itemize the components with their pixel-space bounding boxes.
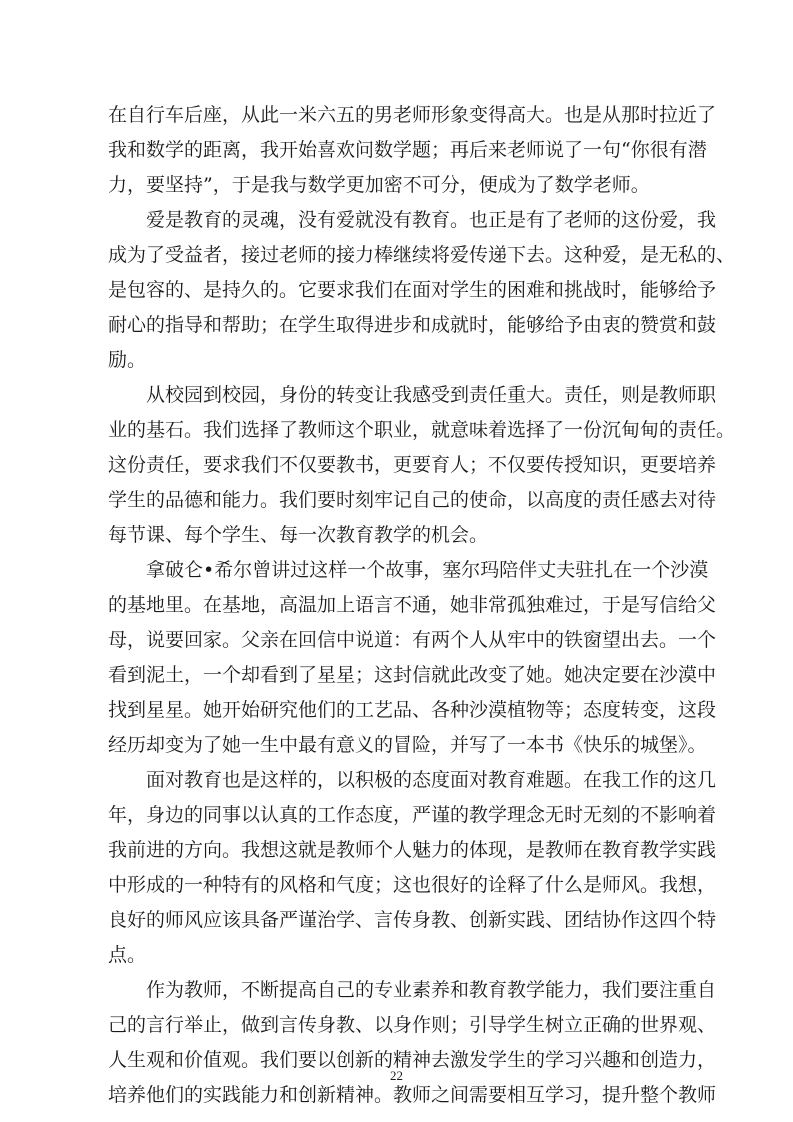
text-line: 的基地里。在基地，高温加上语言不通，她非常孤独难过，于是写信给父: [108, 594, 717, 616]
text-line: 己的言行举止，做到言传身教、以身作则；引导学生树立正确的世界观、: [108, 1014, 717, 1036]
text-line: 点。: [108, 944, 147, 966]
text-line: 我前进的方向。我想这就是教师个人魅力的体现，是教师在教育教学实践: [108, 839, 717, 861]
text-line: 成为了受益者，接过老师的接力棒继续将爱传递下去。这种爱，是无私的、: [108, 244, 736, 266]
text-line: 励。: [108, 349, 147, 371]
text-line: 母，说要回家。父亲在回信中说道：有两个人从牢中的铁窗望出去。一个: [108, 629, 717, 651]
text-line: 业的基石。我们选择了教师这个职业，就意味着选择了一份沉甸甸的责任。: [108, 419, 736, 441]
text-line: 耐心的指导和帮助；在学生取得进步和成就时，能够给予由衷的赞赏和鼓: [108, 314, 717, 336]
text-line: 是包容的、是持久的。它要求我们在面对学生的困难和挑战时，能够给予: [108, 279, 717, 301]
text-line: 找到星星。她开始研究他们的工艺品、各种沙漠植物等；态度转变，这段: [108, 699, 717, 721]
paragraph-1: [108, 98, 717, 203]
text-line: 良好的师风应该具备严谨治学、言传身教、创新实践、团结协作这四个特: [108, 909, 717, 931]
text-line: 在自行车后座，从此一米六五的男老师形象变得高大。也是从那时拉近了: [108, 104, 717, 126]
text-line: 从校园到校园，身份的转变让我感受到责任重大。责任，则是教师职: [108, 384, 717, 406]
text-line: 面对教育也是这样的，以积极的态度面对教育难题。在我工作的这几: [108, 769, 717, 791]
text-line: 力，要坚持”，于是我与数学更加密不可分，便成为了数学老师。: [108, 174, 650, 196]
text-line: 学生的品德和能力。我们要时刻牢记自己的使命，以高度的责任感去对待: [108, 489, 717, 511]
paragraph-2: [108, 203, 736, 378]
text-line: 中形成的一种特有的风格和气度；这也很好的诠释了什么是师风。我想，: [108, 874, 717, 896]
body-text: [108, 98, 736, 1113]
text-line: 人生观和价值观。我们要以创新的精神去激发学生的学习兴趣和创造力，: [108, 1049, 717, 1071]
text-line: 每节课、每个学生、每一次教育教学的机会。: [108, 524, 489, 546]
text-line: 培养他们的实践能力和创新精神。教师之间需要相互学习，提升整个教师: [108, 1084, 717, 1106]
text-line: 这份责任，要求我们不仅要教书，更要育人；不仅要传授知识，更要培养: [108, 454, 717, 476]
text-line: 作为教师，不断提高自己的专业素养和教育教学能力，我们要注重自: [108, 979, 717, 1001]
text-line: 经历却变为了她一生中最有意义的冒险，并写了一本书《快乐的城堡》。: [108, 734, 707, 756]
text-line: 爱是教育的灵魂，没有爱就没有教育。也正是有了老师的这份爱，我: [108, 209, 717, 231]
text-line: 看到泥土，一个却看到了星星；这封信就此改变了她。她决定要在沙漠中: [108, 664, 717, 686]
paragraph-6: [108, 973, 717, 1113]
text-line: 年，身边的同事以认真的工作态度，严谨的教学理念无时无刻的不影响着: [108, 804, 717, 826]
paragraph-5: [108, 763, 717, 973]
paragraph-3: [108, 378, 736, 553]
text-line: 拿破仑•希尔曾讲过这样一个故事，塞尔玛陪伴丈夫驻扎在一个沙漠: [108, 559, 709, 581]
text-line: 我和数学的距离，我开始喜欢问数学题；再后来老师说了一句“你很有潜: [108, 139, 707, 161]
page-number: 22: [390, 1068, 403, 1083]
paragraph-4: [108, 553, 717, 763]
